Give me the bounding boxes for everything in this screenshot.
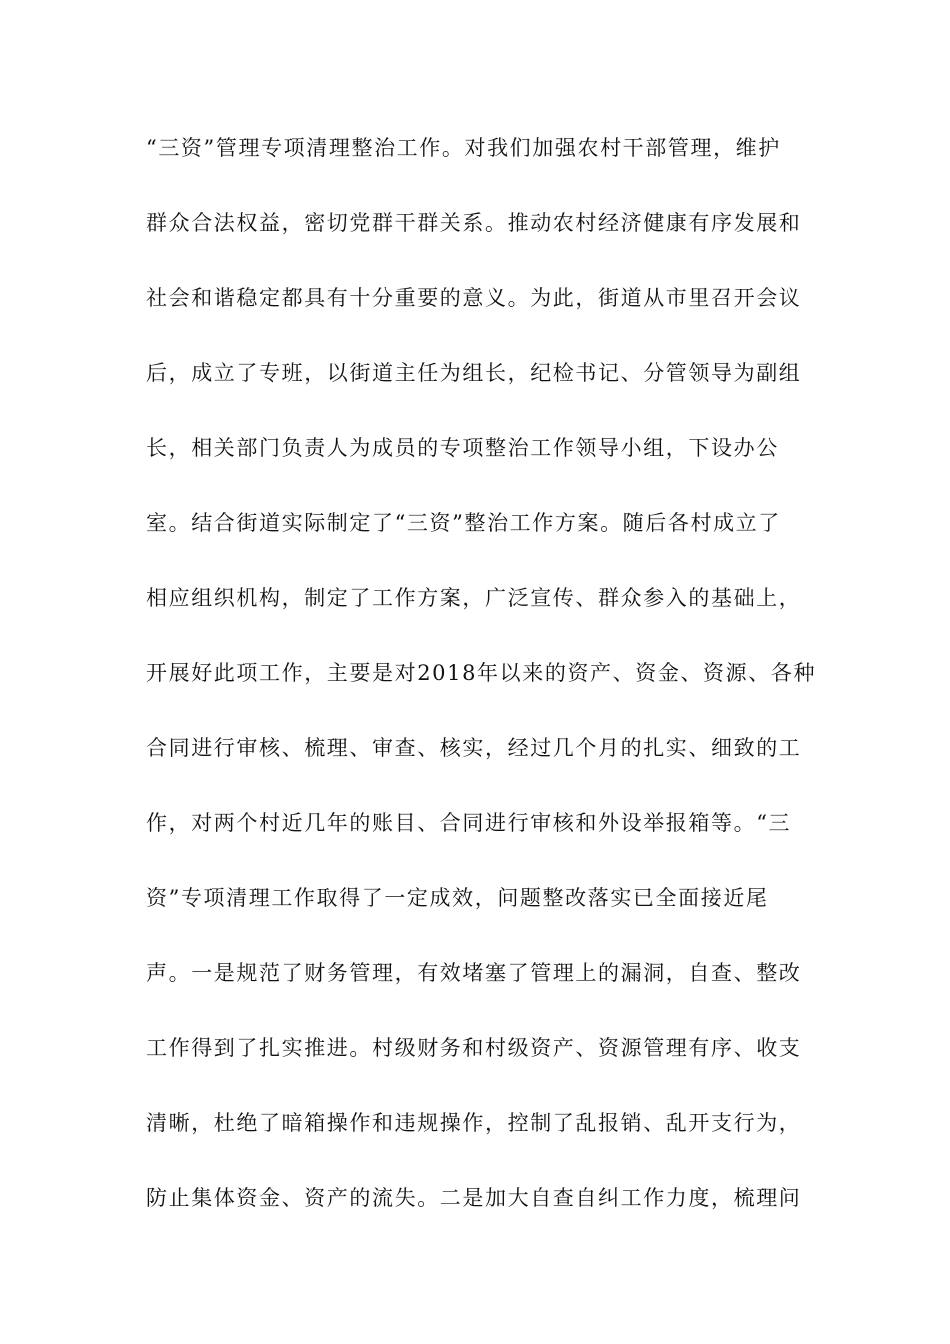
text-line: 清晰，杜绝了暗箱操作和违规操作，控制了乱报销、乱开支行为， [146,1111,802,1135]
text-line: 相应组织机构，制定了工作方案，广泛宣传、群众参入的基础上， [146,586,802,610]
text-line: 防止集体资金、资产的流失。二是加大自查自纠工作力度，梳理问 [146,1186,802,1210]
text-line: 作，对两个村近几年的账目、合同进行审核和外设举报箱等。“三 [146,811,792,835]
text-line: 开展好此项工作，主要是对2018年以来的资产、资金、资源、各种 [146,661,817,685]
text-line: 室。结合街道实际制定了“三资”整治工作方案。随后各村成立了 [146,511,781,535]
text-line: 声。一是规范了财务管理，有效堵塞了管理上的漏洞，自查、整改 [146,961,802,985]
text-line: 后，成立了专班，以街道主任为组长，纪检书记、分管领导为副组 [146,361,802,385]
text-line: 长，相关部门负责人为成员的专项整治工作领导小组，下设办公 [146,436,779,460]
text-line: 社会和谐稳定都具有十分重要的意义。为此，街道从市里召开会议 [146,286,802,310]
text-line: 资”专项清理工作取得了一定成效，问题整改落实已全面接近尾 [146,886,769,910]
body-text [146,128,817,1253]
text-line: 工作得到了扎实推进。村级财务和村级资产、资源管理有序、收支 [146,1036,802,1060]
text-line: “三资”管理专项清理整治工作。对我们加强农村干部管理，维护 [146,136,781,160]
text-line: 合同进行审核、梳理、审查、核实，经过几个月的扎实、细致的工 [146,736,802,760]
text-line: 群众合法权益，密切党群干群关系。推动农村经济健康有序发展和 [146,211,802,235]
